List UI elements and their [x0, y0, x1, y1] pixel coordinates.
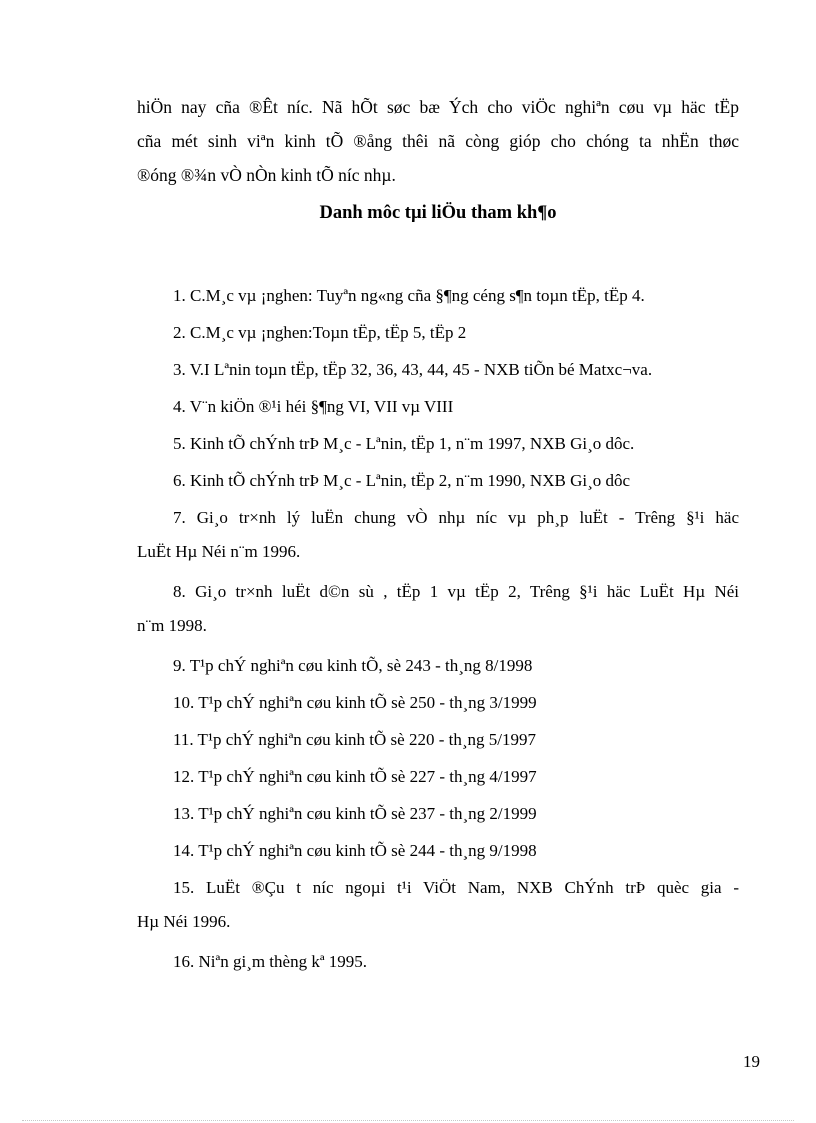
reference-item [137, 351, 739, 388]
reference-item [137, 795, 739, 832]
intro-line: ®óng ®¾n vÒ nÒn kinh tÕ níc nhµ. [137, 165, 396, 185]
reference-item [137, 277, 739, 314]
reference-line: 15. LuËt ®Çu t níc ngoµi t¹i ViÖt Nam, NXB ChÝnh trÞ quèc gia - [173, 878, 739, 897]
reference-item [137, 388, 739, 425]
reference-item [137, 943, 739, 980]
reference-line: 5. Kinh tÕ chÝnh trÞ M¸c - Lªnin, tËp 1, n¨m 1997, NXB Gi¸o dôc. [173, 434, 635, 453]
reference-line: 3. V.I Lªnin toµn tËp, tËp 32, 36, 43, 44, 45 - NXB tiÕn bé Matxc¬va. [173, 360, 653, 379]
reference-line: 2. C.M¸c vµ ¡nghen:Toµn tËp, tËp 5, tËp 2 [173, 323, 467, 342]
reference-item [137, 869, 739, 940]
reference-line: Hµ Néi 1996. [137, 912, 231, 931]
reference-line: 9. T¹p chÝ nghiªn cøu kinh tÕ, sè 243 - th¸ng 8/1998 [173, 656, 533, 675]
reference-list [137, 277, 739, 980]
reference-item [137, 832, 739, 869]
reference-item [137, 314, 739, 351]
reference-line: 11. T¹p chÝ nghiªn cøu kinh tÕ sè 220 - th¸ng 5/1997 [173, 730, 536, 749]
reference-line: 12. T¹p chÝ nghiªn cøu kinh tÕ sè 227 - th¸ng 4/1997 [173, 767, 537, 786]
reference-line: 13. T¹p chÝ nghiªn cøu kinh tÕ sè 237 - th¸ng 2/1999 [173, 804, 537, 823]
reference-item [137, 758, 739, 795]
reference-item [137, 647, 739, 684]
references-title: Danh môc tµi liÖu tham kh¶o [319, 203, 557, 223]
intro-paragraph [137, 90, 739, 192]
reference-line: 7. Gi¸o tr×nh lý luËn chung vÒ nhµ níc vµ ph¸p luËt - Trêng §¹i häc [173, 508, 739, 527]
reference-item [137, 462, 739, 499]
reference-line: n¨m 1998. [137, 616, 207, 635]
reference-line: 14. T¹p chÝ nghiªn cøu kinh tÕ sè 244 - th¸ng 9/1998 [173, 841, 537, 860]
intro-line: hiÖn nay cña ®Êt níc. Nã hÕt søc bæ Ých cho viÖc nghiªn cøu vµ häc tËp [137, 97, 739, 117]
page-number: 19 [743, 1052, 760, 1071]
reference-item [137, 721, 739, 758]
reference-item [137, 499, 739, 570]
reference-line: LuËt Hµ Néi n¨m 1996. [137, 542, 301, 561]
reference-line: 8. Gi¸o tr×nh luËt d©n sù , tËp 1 vµ tËp 2, Trêng §¹i häc LuËt Hµ Néi [173, 582, 739, 601]
reference-line: 10. T¹p chÝ nghiªn cøu kinh tÕ sè 250 - th¸ng 3/1999 [173, 693, 537, 712]
reference-line: 16. Niªn gi¸m thèng kª 1995. [173, 952, 368, 971]
intro-line: cña mét sinh viªn kinh tÕ ®ång thêi nã còng gióp cho chóng ta nhËn thøc [137, 131, 739, 151]
reference-item [137, 425, 739, 462]
reference-line: 6. Kinh tÕ chÝnh trÞ M¸c - Lªnin, tËp 2, n¨m 1990, NXB Gi¸o dôc [173, 471, 631, 490]
reference-line: 1. C.M¸c vµ ¡nghen: Tuyªn ng«ng cña §¶ng céng s¶n toµn tËp, tËp 4. [173, 286, 645, 305]
reference-item [137, 684, 739, 721]
footer-divider [22, 1120, 794, 1121]
reference-item [137, 573, 739, 644]
reference-line: 4. V¨n kiÖn ®¹i héi §¶ng VI, VII vµ VIII [173, 397, 454, 416]
